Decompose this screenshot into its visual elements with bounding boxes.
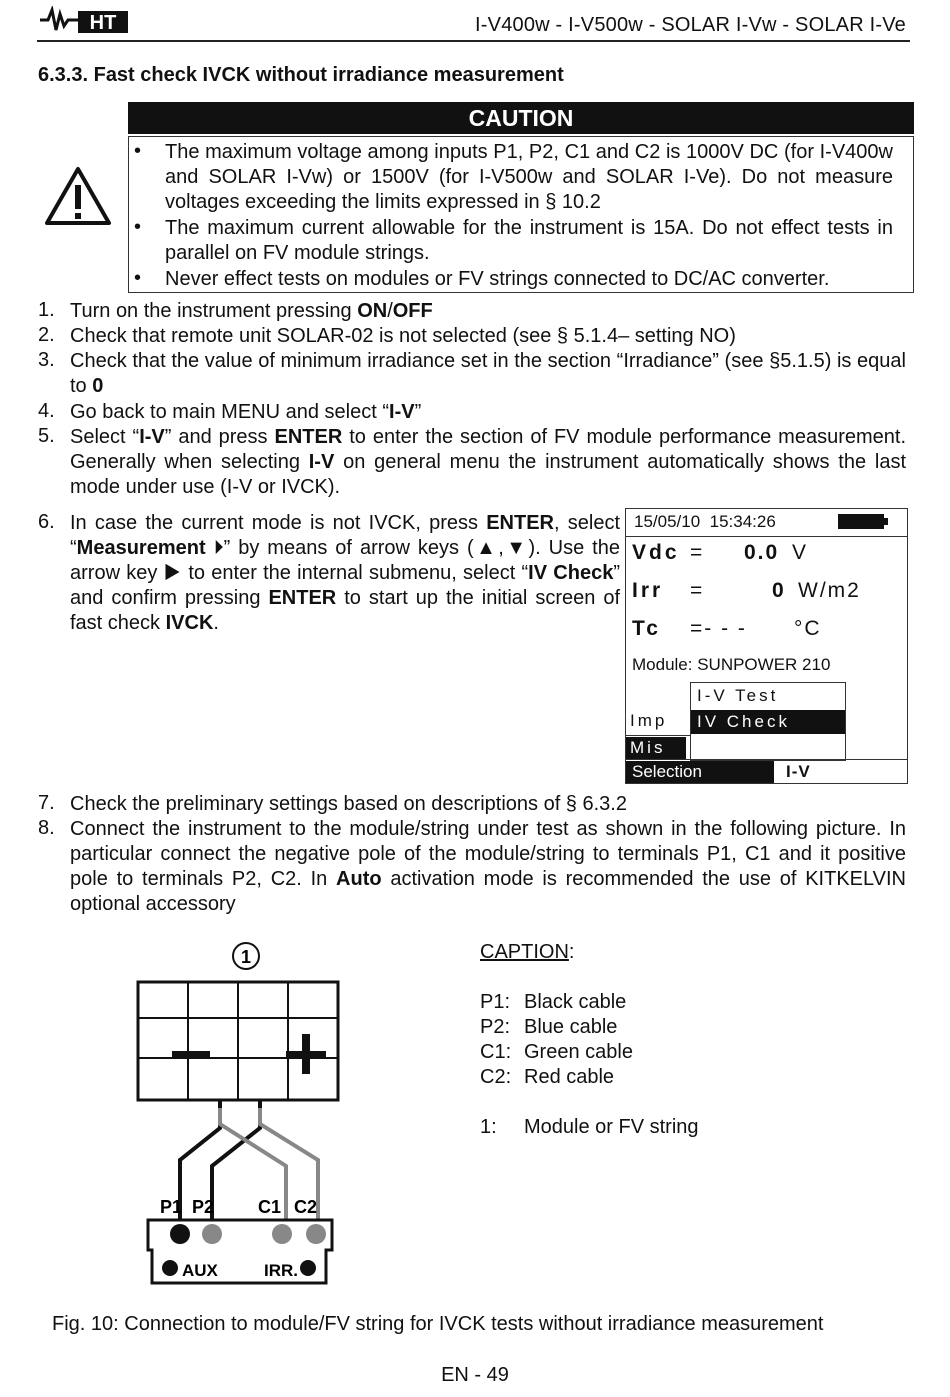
terminal-label-c1: C1 [258,1197,282,1217]
terminal-p2 [202,1224,222,1244]
selection-label: Selection [626,761,774,783]
terminal-label-c2: C2 [294,1197,318,1217]
caption-value: Module or FV string [524,1116,699,1138]
bullet-icon: • [134,267,142,289]
step-number: 5. [38,425,55,447]
battery-tip [884,518,888,525]
caution-title: CAUTION [128,102,914,134]
step-number: 1. [38,299,55,321]
selection-value: I-V [786,762,811,781]
lcd-datetime: 15/05/10 15:34:26 [634,512,776,531]
step-number: 8. [38,817,55,839]
ht-logo [38,6,130,36]
connection-diagram [136,938,342,1288]
step-5: Select “I-V” and press ENTER to enter the section of FV module performance measurement. Generally when selecting I-V on general menu the instrument automatically shows the last mode under use (I-V or IVCK). [70,426,907,498]
irr-unit: W/m2 [798,579,861,602]
module-name: Module: SUNPOWER 210 [632,655,831,674]
imp-label: Imp [630,711,668,730]
header-divider [37,40,910,42]
irr-equals: = [690,579,705,602]
terminal-p1 [170,1224,190,1244]
bullet-icon: • [134,140,142,162]
lcd-divider [626,735,690,736]
caption-key: C1: [480,1041,512,1063]
page-number: EN - 49 [441,1364,509,1386]
warning-triangle-icon [44,165,112,227]
caption-title: CAPTION: [480,941,575,963]
menu-item-iv-check: IV Check [691,710,845,734]
menu-item-iv-test: I-V Test [697,686,779,705]
caution-item: The maximum voltage among inputs P1, P2, C1 and C2 is 1000V DC (for I-V400w and SOLAR I-Vw) or 1500V (for I-V500w and SOLAR I-Ve). Do not measure voltages exceeding the limits expressed in § 10.2 [165,141,893,213]
caption-value: Black cable [524,991,627,1013]
step-6: In case the current mode is not IVCK, press ENTER, select “Measurement ⏵” by means of arrow keys (▲,▼). Use the arrow key ▶ to enter the internal submenu, select “IV Check” and confirm pressing ENTER to start up the initial screen of fast check IVCK. [70,512,621,634]
caption-value: Red cable [524,1066,615,1088]
caption-key: 1: [480,1116,497,1138]
step-8: Connect the instrument to the module/string under test as shown in the following picture. In particular connect the negative pole of the module/string to terminals P1, C1 and it positive pole to terminals P2, C2. In Auto activation mode is recommended the use of KITKELVIN optional accessory [70,818,906,915]
irr-socket [300,1260,316,1276]
step-7: Check the preliminary settings based on descriptions of § 6.3.2 [70,793,627,815]
tc-unit: °C [794,617,822,640]
instrument-display [625,508,908,784]
caption-key: C2: [480,1066,512,1088]
aux-socket [162,1260,178,1276]
module-badge-number: 1 [240,947,252,967]
tc-label: Tc [632,617,661,640]
caution-item: Never effect tests on modules or FV strings connected to DC/AC converter. [165,268,830,290]
figure-caption: Fig. 10: Connection to module/FV string for IVCK tests without irradiance measurement [52,1313,824,1335]
submenu-arrow-icon: ⏵ [213,537,224,559]
aux-label: AUX [182,1261,218,1280]
caption-value: Green cable [524,1041,633,1063]
battery-icon [838,514,884,529]
lcd-divider [626,759,907,760]
vdc-equals: = [690,541,705,564]
terminal-label-p2: P2 [192,1197,215,1217]
step-3: Check that the value of minimum irradiance set in the section “Irradiance” (see §5.1.5) is equal to 0 [70,350,906,397]
logo-text: HT [89,12,117,34]
terminal-c1 [272,1224,292,1244]
caption-value: Blue cable [524,1016,618,1038]
irr-value: 0 [772,579,786,602]
step-number: 3. [38,349,55,371]
step-number: 6. [38,511,55,533]
vdc-value: 0.0 [744,541,780,564]
caution-item: The maximum current allowable for the instrument is 15A. Do not effect tests in parallel on FV module strings. [165,217,893,264]
tc-value: =- - - [690,617,747,640]
irr-label: Irr [632,579,664,602]
caption-key: P2: [480,1016,511,1038]
vdc-unit: V [792,541,809,564]
minus-icon [172,1051,210,1059]
step-number: 2. [38,324,55,346]
step-2: Check that remote unit SOLAR-02 is not selected (see § 5.1.4– setting NO) [70,325,736,347]
vdc-label: Vdc [632,541,680,564]
step-number: 4. [38,400,55,422]
header-title: I-V400w - I-V500w - SOLAR I-Vw - SOLAR I-Ve [475,14,906,36]
terminal-c2 [306,1224,326,1244]
mis-label: Mis [626,737,686,759]
step-4: Go back to main MENU and select “I-V” [70,401,422,423]
step-1: Turn on the instrument pressing ON/OFF [70,300,433,322]
lcd-divider [626,536,907,537]
bullet-icon: • [134,216,142,238]
step-number: 7. [38,792,55,814]
mode-menu [690,682,846,761]
irr-label: IRR. [264,1261,298,1280]
section-title: 6.3.3. Fast check IVCK without irradiance measurement [38,64,564,86]
caption-key: P1: [480,991,511,1013]
terminal-label-p1: P1 [160,1197,183,1217]
